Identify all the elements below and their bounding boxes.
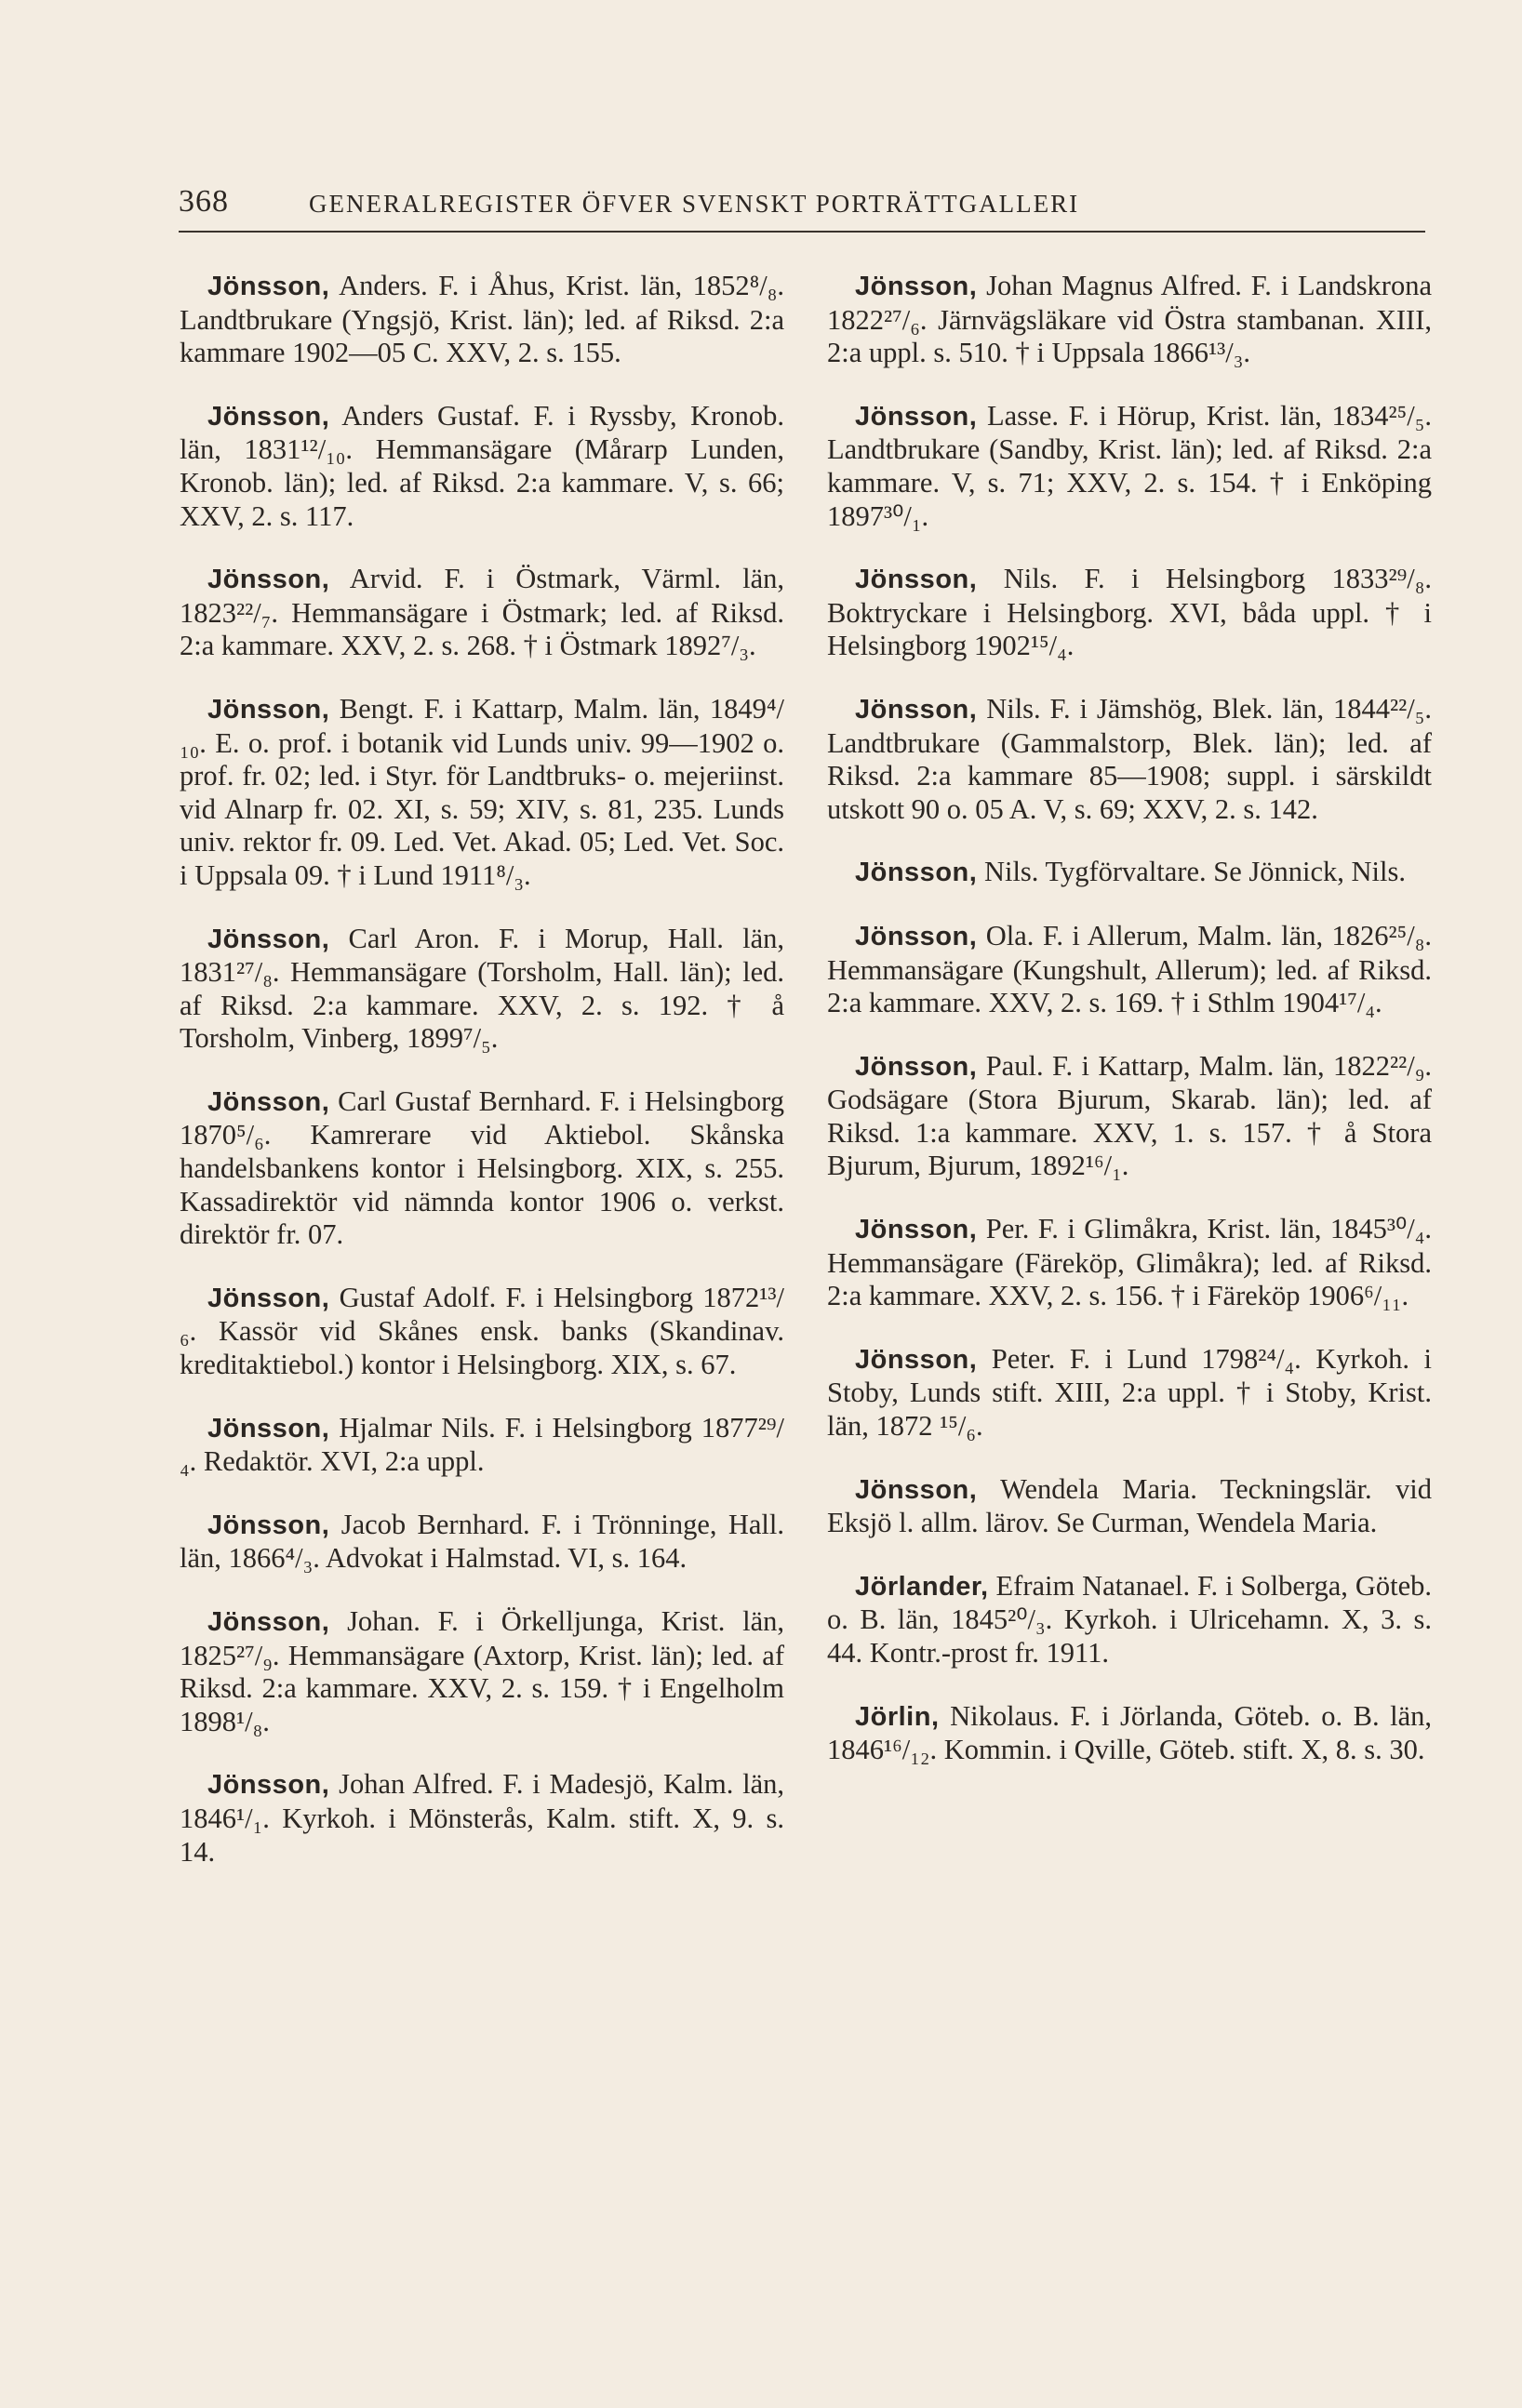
- register-entry: [827, 693, 1432, 826]
- register-entry: [180, 1085, 784, 1252]
- entry-text: Carl Aron. F. i Morup, Hall. län, 1831²⁷/₈. Hemmansägare (Torsholm, Hall. län); led. af Riksd. 2:a kammare. XXV, 2. s. 192. † å Torsholm, Vinberg, 1899⁷/₅.: [180, 922, 785, 1055]
- register-entry: [180, 1282, 784, 1382]
- register-entry: [827, 270, 1432, 370]
- entry-surname: Jönsson,: [207, 924, 330, 954]
- left-column: [180, 270, 784, 1898]
- entry-surname: Jönsson,: [207, 1283, 330, 1313]
- entry-surname: Jönsson,: [207, 1770, 330, 1801]
- register-entry: [180, 1768, 784, 1869]
- entry-text: Jacob Bernhard. F. i Trönninge, Hall. län, 1866⁴/₃. Advokat i Halmstad. VI, s. 164.: [180, 1508, 784, 1575]
- entry-surname: Jönsson,: [207, 272, 330, 301]
- entry-text: Per. F. i Glimåkra, Krist. län, 1845³⁰/₄. Hemmansägare (Färeköp, Glimåkra); led. af Riksd. 2:a kammare. XXV, 2. s. 156. † i Färeköp 1906⁶/₁₁.: [827, 1213, 1432, 1312]
- entry-surname: Jönsson,: [855, 1215, 978, 1245]
- entry-surname: Jönsson,: [855, 401, 978, 432]
- entry-surname: Jönsson,: [855, 272, 978, 301]
- page-header: [179, 184, 1425, 233]
- entry-text: Johan Alfred. F. i Madesjö, Kalm. län, 1846¹/₁. Kyrkoh. i Mönsterås, Kalm. stift. X, 9. s. 14.: [180, 1768, 784, 1868]
- entry-text: Arvid. F. i Östmark, Värml. län, 1823²²/₇. Hemmansägare i Östmark; led. af Riksd. 2:a kammare. XXV, 2. s. 268. † i Östmark 1892⁷/₃.: [180, 563, 784, 662]
- register-entry: [180, 563, 784, 663]
- entry-surname: Jönsson,: [207, 401, 330, 432]
- entry-text: Hjalmar Nils. F. i Helsingborg 1877²⁹/₄. Redaktör. XVI, 2:a uppl.: [180, 1411, 784, 1478]
- entry-text: Efraim Natanael. F. i Solberga, Göteb. o. B. län, 1845²⁰/₃. Kyrkoh. i Ulricehamn. X, 3. s. 44. Kontr.-prost fr. 1911.: [827, 1569, 1433, 1669]
- entry-surname: Jönsson,: [855, 1344, 978, 1375]
- entry-surname: Jönsson,: [855, 565, 978, 595]
- register-entry: [180, 693, 784, 893]
- entry-surname: Jönsson,: [855, 858, 978, 888]
- entry-text: Nils. F. i Helsingborg 1833²⁹/₈. Boktryckare i Helsingborg. XVI, båda uppl. † i Helsingborg 1902¹⁵/₄.: [827, 563, 1432, 662]
- register-entry: [827, 1213, 1432, 1313]
- register-entry: [180, 1605, 784, 1738]
- register-entry: [180, 400, 784, 533]
- entry-surname: Jönsson,: [855, 694, 978, 725]
- register-entry: [827, 920, 1432, 1020]
- register-entry: [827, 400, 1432, 533]
- right-column: [827, 270, 1432, 1797]
- entry-surname: Jönsson,: [207, 694, 330, 725]
- entry-text: Lasse. F. i Hörup, Krist. län, 1834²⁵/₅. Landtbrukare (Sandby, Krist. län); led. af Riksd. 2:a kammare. V, s. 71; XXV, 2. s. 154. † i Enköping 1897³⁰/₁.: [827, 399, 1432, 532]
- entry-text: Carl Gustaf Bernhard. F. i Helsingborg 1870⁵/₆. Kamrerare vid Aktiebol. Skånska handelsbankens kontor i Helsingborg. XIX, s. 255. Kassadirektör vid nämnda kontor 1906 o. verkst. direktör fr. 07.: [180, 1084, 785, 1251]
- entry-surname: Jönsson,: [207, 1510, 330, 1540]
- register-entry: [827, 856, 1432, 890]
- entry-surname: Jörlin,: [855, 1701, 940, 1732]
- entry-text: Johan. F. i Örkelljunga, Krist. län, 1825²⁷/₉. Hemmansägare (Axtorp, Krist. län); led. af Riksd. 2:a kammare. XXV, 2. s. 159. † i Engelholm 1898¹/₈.: [180, 1605, 785, 1737]
- register-entry: [827, 563, 1432, 663]
- entry-text: Nikolaus. F. i Jörlanda, Göteb. o. B. län, 1846¹⁶/₁₂. Kommin. i Qville, Göteb. stift. X, 8. s. 30.: [827, 1699, 1433, 1766]
- register-entry: [180, 270, 784, 370]
- register-entry: [827, 1050, 1432, 1183]
- entry-text: Anders. F. i Åhus, Krist. län, 1852⁸/₈. Landtbrukare (Yngsjö, Krist. län); led. af Riksd. 2:a kammare 1902—05 C. XXV, 2. s. 155.: [180, 270, 784, 369]
- entry-text: Anders Gustaf. F. i Ryssby, Kronob. län, 1831¹²/₁₀. Hemmansägare (Mårarp Lunden, Kronob. län); led. af Riksd. 2:a kammare. V, s. 66; XXV, 2. s. 117.: [180, 399, 784, 532]
- entry-text: Paul. F. i Kattarp, Malm. län, 1822²²/₉. Godsägare (Stora Bjurum, Skarab. län); led. af Riksd. 1:a kammare. XXV, 1. s. 157. † å Stora Bjurum, Bjurum, 1892¹⁶/₁.: [827, 1049, 1433, 1182]
- entry-text: Ola. F. i Allerum, Malm. län, 1826²⁵/₈. Hemmansägare (Kungshult, Allerum); led. af Riksd. 2:a kammare. XXV, 2. s. 169. † i Sthlm 1904¹⁷/₄.: [827, 919, 1432, 1019]
- running-title: GENERALREGISTER ÖFVER SVENSKT PORTRÄTTGALLERI: [309, 190, 1080, 218]
- register-entry: [827, 1700, 1432, 1767]
- register-entry: [827, 1473, 1432, 1540]
- register-entry: [827, 1570, 1432, 1670]
- entry-surname: Jönsson,: [855, 1474, 978, 1505]
- entry-text: Gustaf Adolf. F. i Helsingborg 1872¹³/₆. Kassör vid Skånes ensk. banks (Skandinav. kreditaktiebol.) kontor i Helsingborg. XIX, s. 67.: [180, 1281, 785, 1381]
- entry-text: Johan Magnus Alfred. F. i Landskrona 1822²⁷/₆. Järnvägsläkare vid Östra stambanan. XIII, 2:a uppl. s. 510. † i Uppsala 1866¹³/₃.: [827, 270, 1433, 369]
- entry-surname: Jönsson,: [855, 1051, 978, 1082]
- entry-text: Nils. F. i Jämshög, Blek. län, 1844²²/₅. Landtbrukare (Gammalstorp, Blek. län); led. af Riksd. 2:a kammare 85—1908; suppl. i särskildt utskott 90 o. 05 A. V, s. 69; XXV, 2. s. 142.: [827, 692, 1432, 825]
- entry-surname: Jönsson,: [207, 565, 330, 595]
- entry-text: Peter. F. i Lund 1798²⁴/₄. Kyrkoh. i Stoby, Lunds stift. XIII, 2:a uppl. † i Stoby, Krist. län, 1872 ¹⁵/₆.: [827, 1342, 1432, 1443]
- page-number: 368: [179, 184, 229, 219]
- entry-surname: Jönsson,: [207, 1086, 330, 1117]
- register-entry: [180, 1412, 784, 1479]
- entry-surname: Jörlander,: [855, 1571, 989, 1602]
- register-entry: [180, 923, 784, 1056]
- entry-surname: Jönsson,: [207, 1413, 330, 1443]
- entry-surname: Jönsson,: [855, 921, 978, 951]
- entry-text: Wendela Maria. Teckningslär. vid Eksjö l. allm. lärov. Se Curman, Wendela Maria.: [827, 1472, 1432, 1539]
- entry-text: Nils. Tygförvaltare. Se Jönnick, Nils.: [983, 856, 1406, 888]
- entry-text: Bengt. F. i Kattarp, Malm. län, 1849⁴/₁₀. E. o. prof. i botanik vid Lunds univ. 99—1902 o. prof. fr. 02; led. i Styr. för Landtbruks- o. mejeriinst. vid Alnarp fr. 02. XI, s. 59; XIV, s. 81, 235. Lunds univ. rektor fr. 09. Led. Vet. Akad. 05; Led. Vet. Soc. i Uppsala 09. † i Lund 1911⁸/₃.: [180, 692, 785, 891]
- entry-surname: Jönsson,: [207, 1607, 330, 1637]
- register-entry: [180, 1509, 784, 1576]
- register-entry: [827, 1343, 1432, 1443]
